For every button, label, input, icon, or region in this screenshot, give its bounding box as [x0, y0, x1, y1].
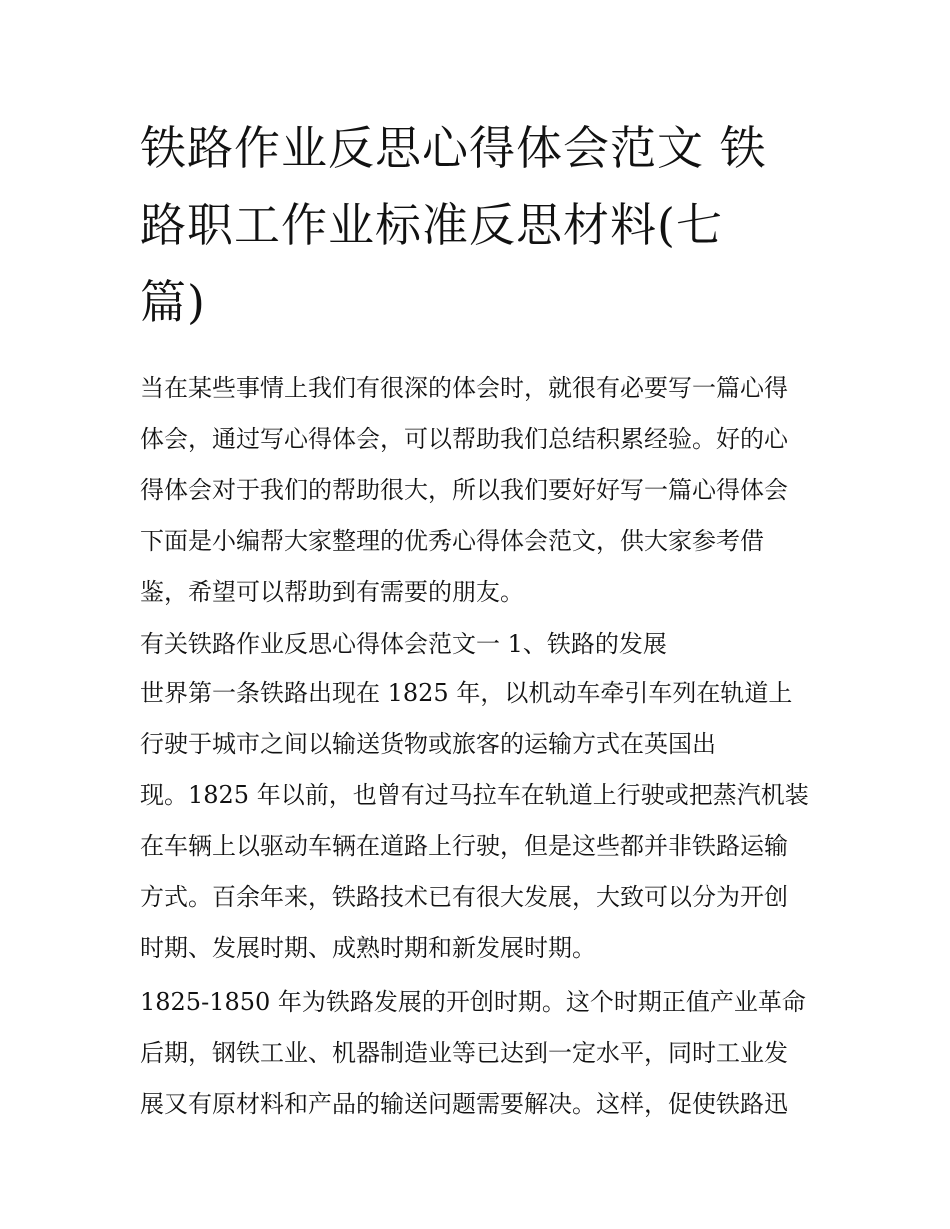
history-paragraph-2 [140, 977, 812, 1130]
intro-line: 鉴，希望可以帮助到有需要的朋友。 [140, 578, 524, 606]
paragraph-line: 世界第一条铁路出现在 1825 年，以机动车牵引车列在轨道上 [140, 679, 793, 707]
paragraph-line: 时期、发展时期、成熟时期和新发展时期。 [140, 934, 596, 962]
intro-line: 下面是小编帮大家整理的优秀心得体会范文，供大家参考借 [140, 527, 764, 555]
intro-line: 得体会对于我们的帮助很大，所以我们要好好写一篇心得体会 [140, 476, 788, 504]
history-paragraph-1 [140, 668, 812, 974]
section-heading: 有关铁路作业反思心得体会范文一 1、铁路的发展 [140, 630, 667, 658]
title-line: 路职工作业标准反思材料(七 [140, 198, 723, 252]
title-line: 篇) [140, 275, 206, 329]
paragraph-line: 后期，钢铁工业、机器制造业等已达到一定水平，同时工业发 [140, 1039, 788, 1067]
intro-line: 当在某些事情上我们有很深的体会时，就很有必要写一篇心得 [140, 374, 788, 402]
paragraph-line: 方式。百余年来，铁路技术已有很大发展，大致可以分为开创 [140, 883, 788, 911]
intro-paragraph [140, 363, 812, 618]
paragraph-line: 现。1825 年以前，也曾有过马拉车在轨道上行驶或把蒸汽机装 [140, 781, 809, 809]
document-content [140, 110, 812, 1130]
paragraph-line: 行驶于城市之间以输送货物或旅客的运输方式在英国出 [140, 730, 716, 758]
intro-line: 体会，通过写心得体会，可以帮助我们总结积累经验。好的心 [140, 425, 788, 453]
paragraph-line: 在车辆上以驱动车辆在道路上行驶，但是这些都并非铁路运输 [140, 832, 788, 860]
paragraph-line: 展又有原材料和产品的输送问题需要解决。这样，促使铁路迅 [140, 1090, 788, 1118]
paragraph-line: 1825-1850 年为铁路发展的开创时期。这个时期正值产业革命 [140, 988, 806, 1016]
title-line: 铁路作业反思心得体会范文 铁 [140, 121, 767, 175]
document-title [140, 110, 812, 341]
